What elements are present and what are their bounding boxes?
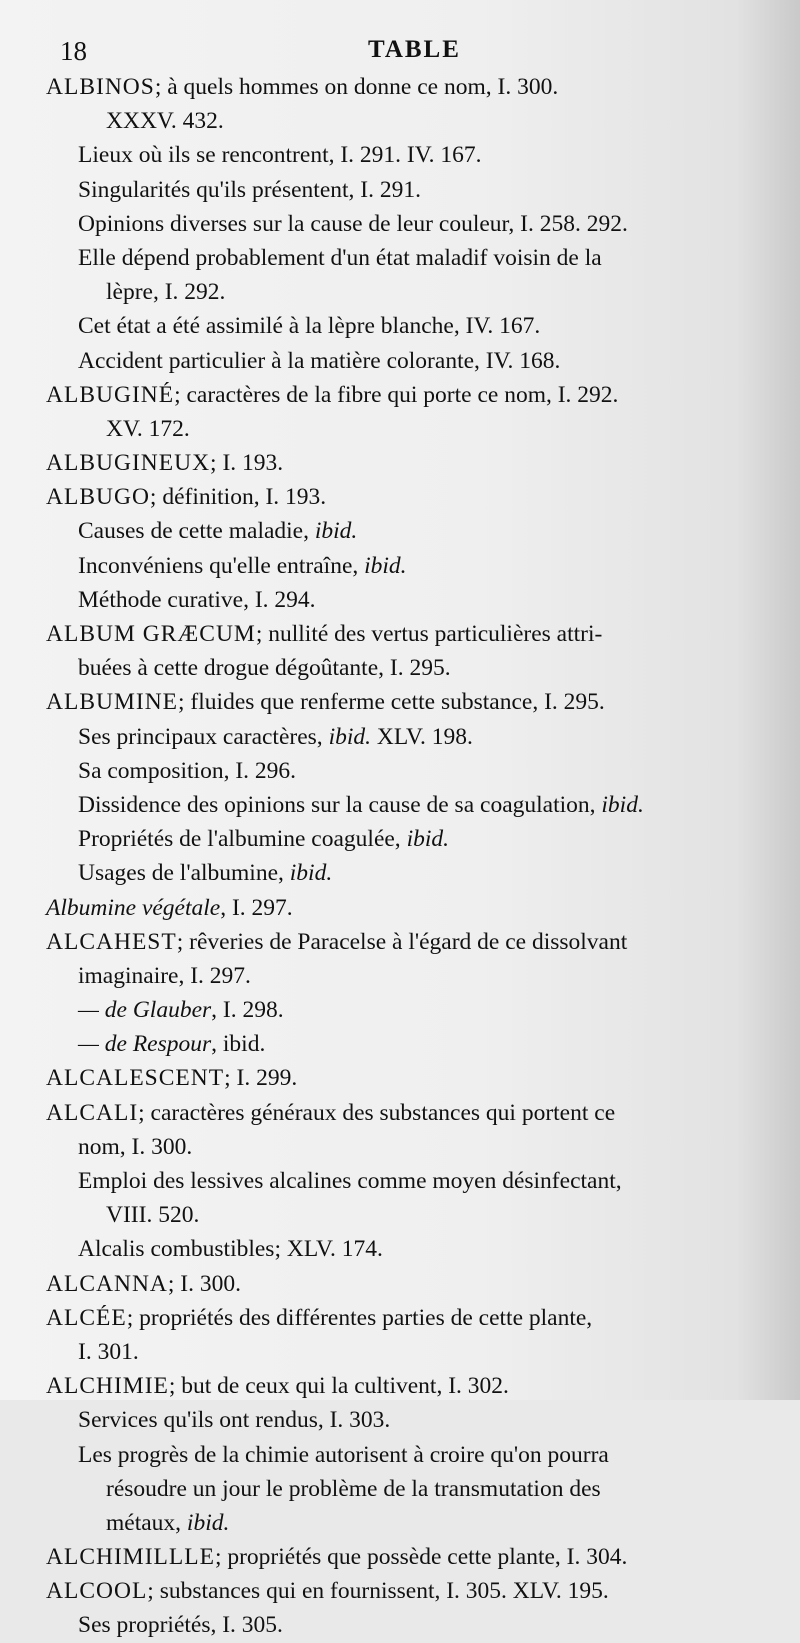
entry-italic: — de Glauber [78,997,212,1024]
entry-headword: ALCANNA [46,1270,168,1297]
entry-text: ; I. 193. [210,450,284,477]
entry-text: ; caractères généraux des substances qui portent ce [138,1099,616,1126]
index-subentry [40,1506,770,1540]
entry-text: Elle dépend probablement d'un état maladif voisin de la [78,244,602,271]
index-entry [40,1061,770,1095]
entry-text: VIII. 520. [106,1202,200,1229]
entry-text-after: , I. 298. [211,997,284,1024]
entry-text: ; caractères de la fibre qui porte ce nom, I. 292. [174,381,619,408]
entry-italic: ibid. [406,826,449,853]
entry-text: Les progrès de la chimie autorisent à croire qu'on pourra [78,1441,609,1468]
entry-headword: ALBUGINEUX [46,450,211,477]
entry-text: Accident particulier à la matière colorante, IV. 168. [78,347,561,374]
index-subentry [40,104,770,138]
entry-text: ; I. 299. [224,1065,298,1092]
entry-text: XV. 172. [106,415,190,442]
entry-text: Cet état a été assimilé à la lèpre blanche, IV. 167. [78,313,541,340]
entry-text: ; nullité des vertus particulières attri- [255,621,603,647]
index-entry [40,1540,770,1574]
index-entry [40,1574,770,1608]
entry-text: résoudre un jour le problème de la transmutation des [106,1475,601,1502]
index-subentry [40,344,770,378]
index-subentry [40,891,770,925]
entry-text: Emploi des lessives alcalines comme moyen désinfectant, [78,1168,622,1194]
index-entry [40,617,770,651]
entry-headword: ALCHIMILLLE [46,1544,215,1571]
index-subentry [40,1403,770,1437]
index-entry [40,685,770,719]
entry-italic: — de Respour [78,1031,212,1058]
entry-text: ; rêveries de Paracelse à l'égard de ce dissolvant [176,928,628,955]
running-title: TABLE [368,36,461,63]
entry-headword: ALBUM GRÆCUM [46,621,256,647]
index-entry [40,70,770,104]
entry-text: métaux, [106,1509,187,1536]
index-subentry [40,1130,770,1164]
index-subentry [40,1027,770,1061]
entry-text: Propriétés de l'albumine coagulée, [78,826,407,853]
entry-text: ; fluides que renferme cette substance, I. 295. [178,689,605,716]
index-entry [40,1369,770,1403]
entry-headword: ALCALESCENT [46,1065,225,1092]
index-entry [40,1267,770,1301]
page-header [60,36,760,66]
index-subentry [40,1198,770,1232]
entry-headword: ALCÉE [46,1304,127,1331]
entry-text: I. 301. [78,1338,139,1365]
index-subentry [40,1608,770,1642]
entry-text: Alcalis combustibles; XLV. 174. [78,1236,383,1263]
index-subentry [40,173,770,207]
entry-text: Méthode curative, I. 294. [78,586,316,613]
index-subentry [40,1438,770,1472]
index-subentry [40,720,770,754]
index-subentry [40,207,770,241]
index-subentry [40,1335,770,1369]
entry-text: ; propriétés que possède cette plante, I. 304. [214,1544,628,1571]
index-entry [40,378,770,412]
entry-text: imaginaire, I. 297. [78,962,251,989]
index-subentry [40,1164,770,1198]
index-entry [40,480,770,514]
index-subentry [40,514,770,548]
entry-text: ; but de ceux qui la cultivent, I. 302. [168,1373,509,1400]
entry-italic: ibid. [289,860,333,887]
entry-text: ; définition, I. 193. [149,484,327,511]
index-subentry [40,822,770,856]
entry-headword: ALBUGINÉ [46,381,175,408]
index-subentry [40,241,770,275]
entry-text: Lieux où ils se rencontrent, I. 291. IV. 167. [78,142,482,169]
index-entry [40,1096,770,1130]
entry-text: buées à cette drogue dégoûtante, I. 295. [78,655,451,682]
entry-text: Singularités qu'ils présentent, I. 291. [78,176,421,203]
index-subentry [40,993,770,1027]
index-subentry [40,138,770,172]
entry-text-after: , ibid. [211,1031,266,1058]
entry-text-after: XLV. 198. [371,723,473,750]
entry-headword: ALBINOS [46,74,155,100]
entry-headword: ALCALI [46,1099,139,1126]
index-subentry [40,549,770,583]
entry-text: ; à quels hommes on donne ce nom, I. 300. [154,74,559,100]
entry-text: Dissidence des opinions sur la cause de sa coagulation, [78,791,602,818]
entry-text: Ses principaux caractères, [78,723,329,750]
entry-italic: ibid. [186,1509,230,1536]
index-subentry [40,651,770,685]
index-subentry [40,1472,770,1506]
index-subentry [40,754,770,788]
entry-italic: ibid. [314,518,358,545]
index-subentry [40,275,770,309]
index-subentry [40,309,770,343]
entry-headword: ALBUMINE [46,689,179,716]
index-subentry [40,412,770,446]
entry-text: nom, I. 300. [78,1133,193,1160]
entry-text: Sa composition, I. 296. [78,757,297,784]
entry-headword: ALCAHEST [46,928,177,955]
entry-text: Inconvéniens qu'elle entraîne, [78,552,365,579]
entry-text-after: , I. 297. [220,894,293,921]
entry-text: ; propriétés des différentes parties de cette plante, [126,1304,593,1331]
entry-text: Opinions diverses sur la cause de leur couleur, I. 258. 292. [78,210,628,237]
entry-text: Usages de l'albumine, [78,860,290,887]
index-subentry [40,959,770,993]
index-entry [40,446,770,480]
entry-headword: ALCHIMIE [46,1373,169,1400]
index-entries [40,70,770,1643]
index-subentry [40,856,770,890]
entry-italic: Albumine végétale [46,894,221,921]
entry-italic: ibid. [601,791,644,818]
index-entry [40,1301,770,1335]
page-number: 18 [60,36,87,66]
entry-headword: ALCOOL [46,1578,148,1605]
entry-italic: ibid. [364,552,407,579]
index-subentry [40,1232,770,1266]
entry-text: Ses propriétés, I. 305. [78,1612,283,1639]
index-subentry [40,788,770,822]
entry-text: ; substances qui en fournissent, I. 305. XLV. 195. [147,1578,609,1605]
index-entry [40,925,770,959]
entry-text: lèpre, I. 292. [106,279,226,306]
entry-text: Services qu'ils ont rendus, I. 303. [78,1407,391,1434]
index-subentry [40,583,770,617]
entry-headword: ALBUGO [46,484,150,511]
entry-italic: ibid. [328,723,371,750]
entry-text: Causes de cette maladie, [78,518,315,545]
entry-text: XXXV. 432. [106,108,224,135]
entry-text: ; I. 300. [167,1270,241,1297]
